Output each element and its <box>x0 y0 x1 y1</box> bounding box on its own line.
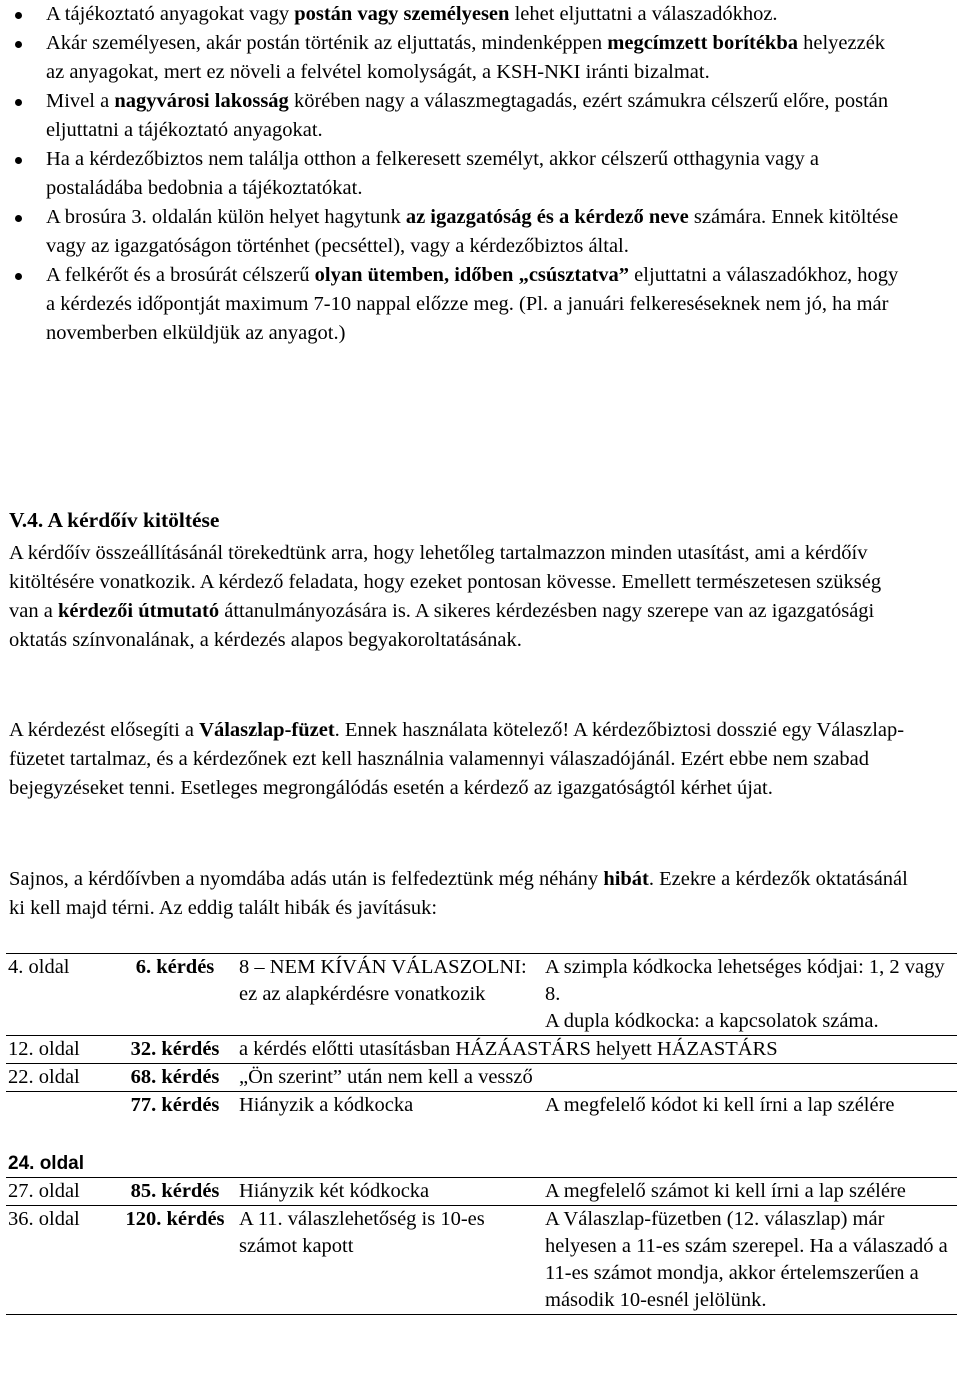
errata-row <box>6 1064 957 1092</box>
bullet-item <box>8 29 908 87</box>
errata-question-cell: 85. kérdés <box>113 1178 237 1206</box>
bullet-dot-icon <box>15 273 22 280</box>
bullet-item <box>8 145 908 203</box>
emphasis-text: az igazgatóság és a kérdező neve <box>405 206 689 228</box>
bullet-dot-icon <box>15 41 22 48</box>
errata-row <box>6 954 957 1036</box>
emphasis-text: kérdezői útmutató <box>57 600 220 622</box>
errata-row <box>6 1206 957 1315</box>
bullet-dot-icon <box>15 99 22 106</box>
paragraph-1 <box>9 539 909 655</box>
errata-page-cell: 22. oldal <box>6 1064 113 1092</box>
bullet-item <box>8 261 908 348</box>
errata-table <box>6 953 957 1315</box>
text-run: A felkérőt és a brosúrát célszerű <box>46 264 315 286</box>
bullet-item <box>8 0 908 29</box>
text-run: áttanulmányozására is. A sikeres kérdezésben nagy szerepe van az igazgatósági oktatás színvonalának, a kérdezés alapos begyakoroltatásának. <box>9 600 875 651</box>
text-run: A kérdőív összeállításánál törekedtünk arra, hogy lehetőleg tartalmazzon minden utasítást, ami a kérdőív kitöltésére vonatkozik. A kérdező feladata, hogy ezeket pontosan kövesse. Emellett természetesen szükség van a <box>9 542 882 622</box>
errata-question-cell: 32. kérdés <box>113 1036 237 1064</box>
bullet-list <box>8 0 908 348</box>
errata-fix-cell: A szimpla kódkocka lehetséges kódjai: 1, 2 vagy 8. A dupla kódkocka: a kapcsolatok száma. <box>543 954 957 1036</box>
text-run: A tájékoztató anyagokat vagy <box>46 3 295 25</box>
text-run: számára. Ennek kitöltése vagy az igazgatóságon történhet (pecséttel), vagy a kérdezőbiztos által. <box>46 206 899 257</box>
text-run: . Ezekre a kérdezők oktatásánál ki kell majd térni. Az eddig talált hibák és javításuk: <box>9 868 908 919</box>
text-run: Mivel a <box>46 90 115 112</box>
section-title: V.4. A kérdőív kitöltése <box>9 508 220 532</box>
text-run: eljuttatni a válaszadókhoz, hogy a kérdezés időpontját maximum 7-10 nappal előzze meg. (Pl. a januári felkereséseknek nem jó, ha már novemberben elküldjük az anyagot.) <box>46 264 899 344</box>
bullet-dot-icon <box>15 12 22 19</box>
text-run: A brosúra 3. oldalán külön helyet hagytunk <box>46 206 406 228</box>
text-run: helyezzék az anyagokat, mert ez növeli a felvétel komolyságát, a KSH-NKI iránti bizalmat. <box>46 32 886 83</box>
errata-page-cell: 4. oldal <box>6 954 113 1036</box>
text-run: . Ennek használata kötelező! A kérdezőbiztosi dosszié egy Válaszlap-füzetet tartalmaz, és a kérdezőnek ezt kell használnia valamennyi válaszadójánál. Ezért ebbe nem szabad bejegyzéseket tenni. Esetleges megrongálódás esetén a kérdező az igazgatóságtól kérhet újat. <box>9 719 905 799</box>
errata-row <box>6 1178 957 1206</box>
paragraph-3 <box>9 865 909 923</box>
errata-problem-cell: A 11. válaszlehetőség is 10-es számot kapott <box>237 1206 543 1315</box>
paragraph-2 <box>9 716 909 803</box>
errata-page-cell <box>6 1092 113 1178</box>
errata-page-cell: 27. oldal <box>6 1178 113 1206</box>
errata-row <box>6 1092 957 1178</box>
bullet-dot-icon <box>15 215 22 222</box>
text-run: körében nagy a válaszmegtagadás, ezért számukra célszerű előre, postán eljuttatni a tájékoztató anyagokat. <box>46 90 889 141</box>
errata-question-cell: 6. kérdés <box>113 954 237 1036</box>
errata-problem-cell: a kérdés előtti utasításban HÁZÁASTÁRS helyett HÁZASTÁRS <box>237 1036 957 1064</box>
emphasis-text: hibát <box>603 868 649 890</box>
errata-fix-cell: A megfelelő kódot ki kell írni a lap szélére <box>543 1092 957 1178</box>
emphasis-text: Válaszlap-füzet <box>199 719 335 741</box>
text-run: lehet eljuttatni a válaszadókhoz. <box>509 3 778 25</box>
errata-question-cell: 120. kérdés <box>113 1206 237 1315</box>
bullet-item <box>8 203 908 261</box>
text-run: A kérdezést elősegíti a <box>9 719 200 741</box>
text-run: Sajnos, a kérdőívben a nyomdába adás után is felfedeztünk még néhány <box>9 868 604 890</box>
errata-row <box>6 1036 957 1064</box>
errata-page-label: 24. oldal <box>8 1153 85 1174</box>
errata-page-cell: 12. oldal <box>6 1036 113 1064</box>
emphasis-text: olyan ütemben, időben „csúsztatva” <box>314 264 630 286</box>
text-run: Akár személyesen, akár postán történik az eljuttatás, mindenképpen <box>46 32 608 54</box>
text-run: Ha a kérdezőbiztos nem találja otthon a felkeresett személyt, akkor célszerű otthagynia vagy a postaládába bedobnia a tájékoztatókat. <box>46 148 819 199</box>
errata-question-cell: 68. kérdés <box>113 1064 237 1092</box>
errata-problem-cell: Hiányzik két kódkocka <box>237 1178 543 1206</box>
emphasis-text: megcímzett borítékba <box>607 32 798 54</box>
errata-problem-cell: Hiányzik a kódkocka <box>237 1092 543 1178</box>
errata-page-cell: 36. oldal <box>6 1206 113 1315</box>
errata-fix-cell: A Válaszlap-füzetben (12. válaszlap) már helyesen a 11-es szám szerepel. Ha a válaszadó a 11-es számot mondja, akkor értelemszerűen a második 10-esnél jelölünk. <box>543 1206 957 1315</box>
errata-fix-cell: A megfelelő számot ki kell írni a lap szélére <box>543 1178 957 1206</box>
errata-problem-cell: „Ön szerint” után nem kell a vessző <box>237 1064 957 1092</box>
emphasis-text: nagyvárosi lakosság <box>114 90 289 112</box>
bullet-dot-icon <box>15 157 22 164</box>
errata-problem-cell: 8 – NEM KÍVÁN VÁLASZOLNI: ez az alapkérdésre vonatkozik <box>237 954 543 1036</box>
errata-question-cell: 77. kérdés <box>113 1092 237 1178</box>
emphasis-text: postán vagy személyesen <box>294 3 510 25</box>
bullet-item <box>8 87 908 145</box>
